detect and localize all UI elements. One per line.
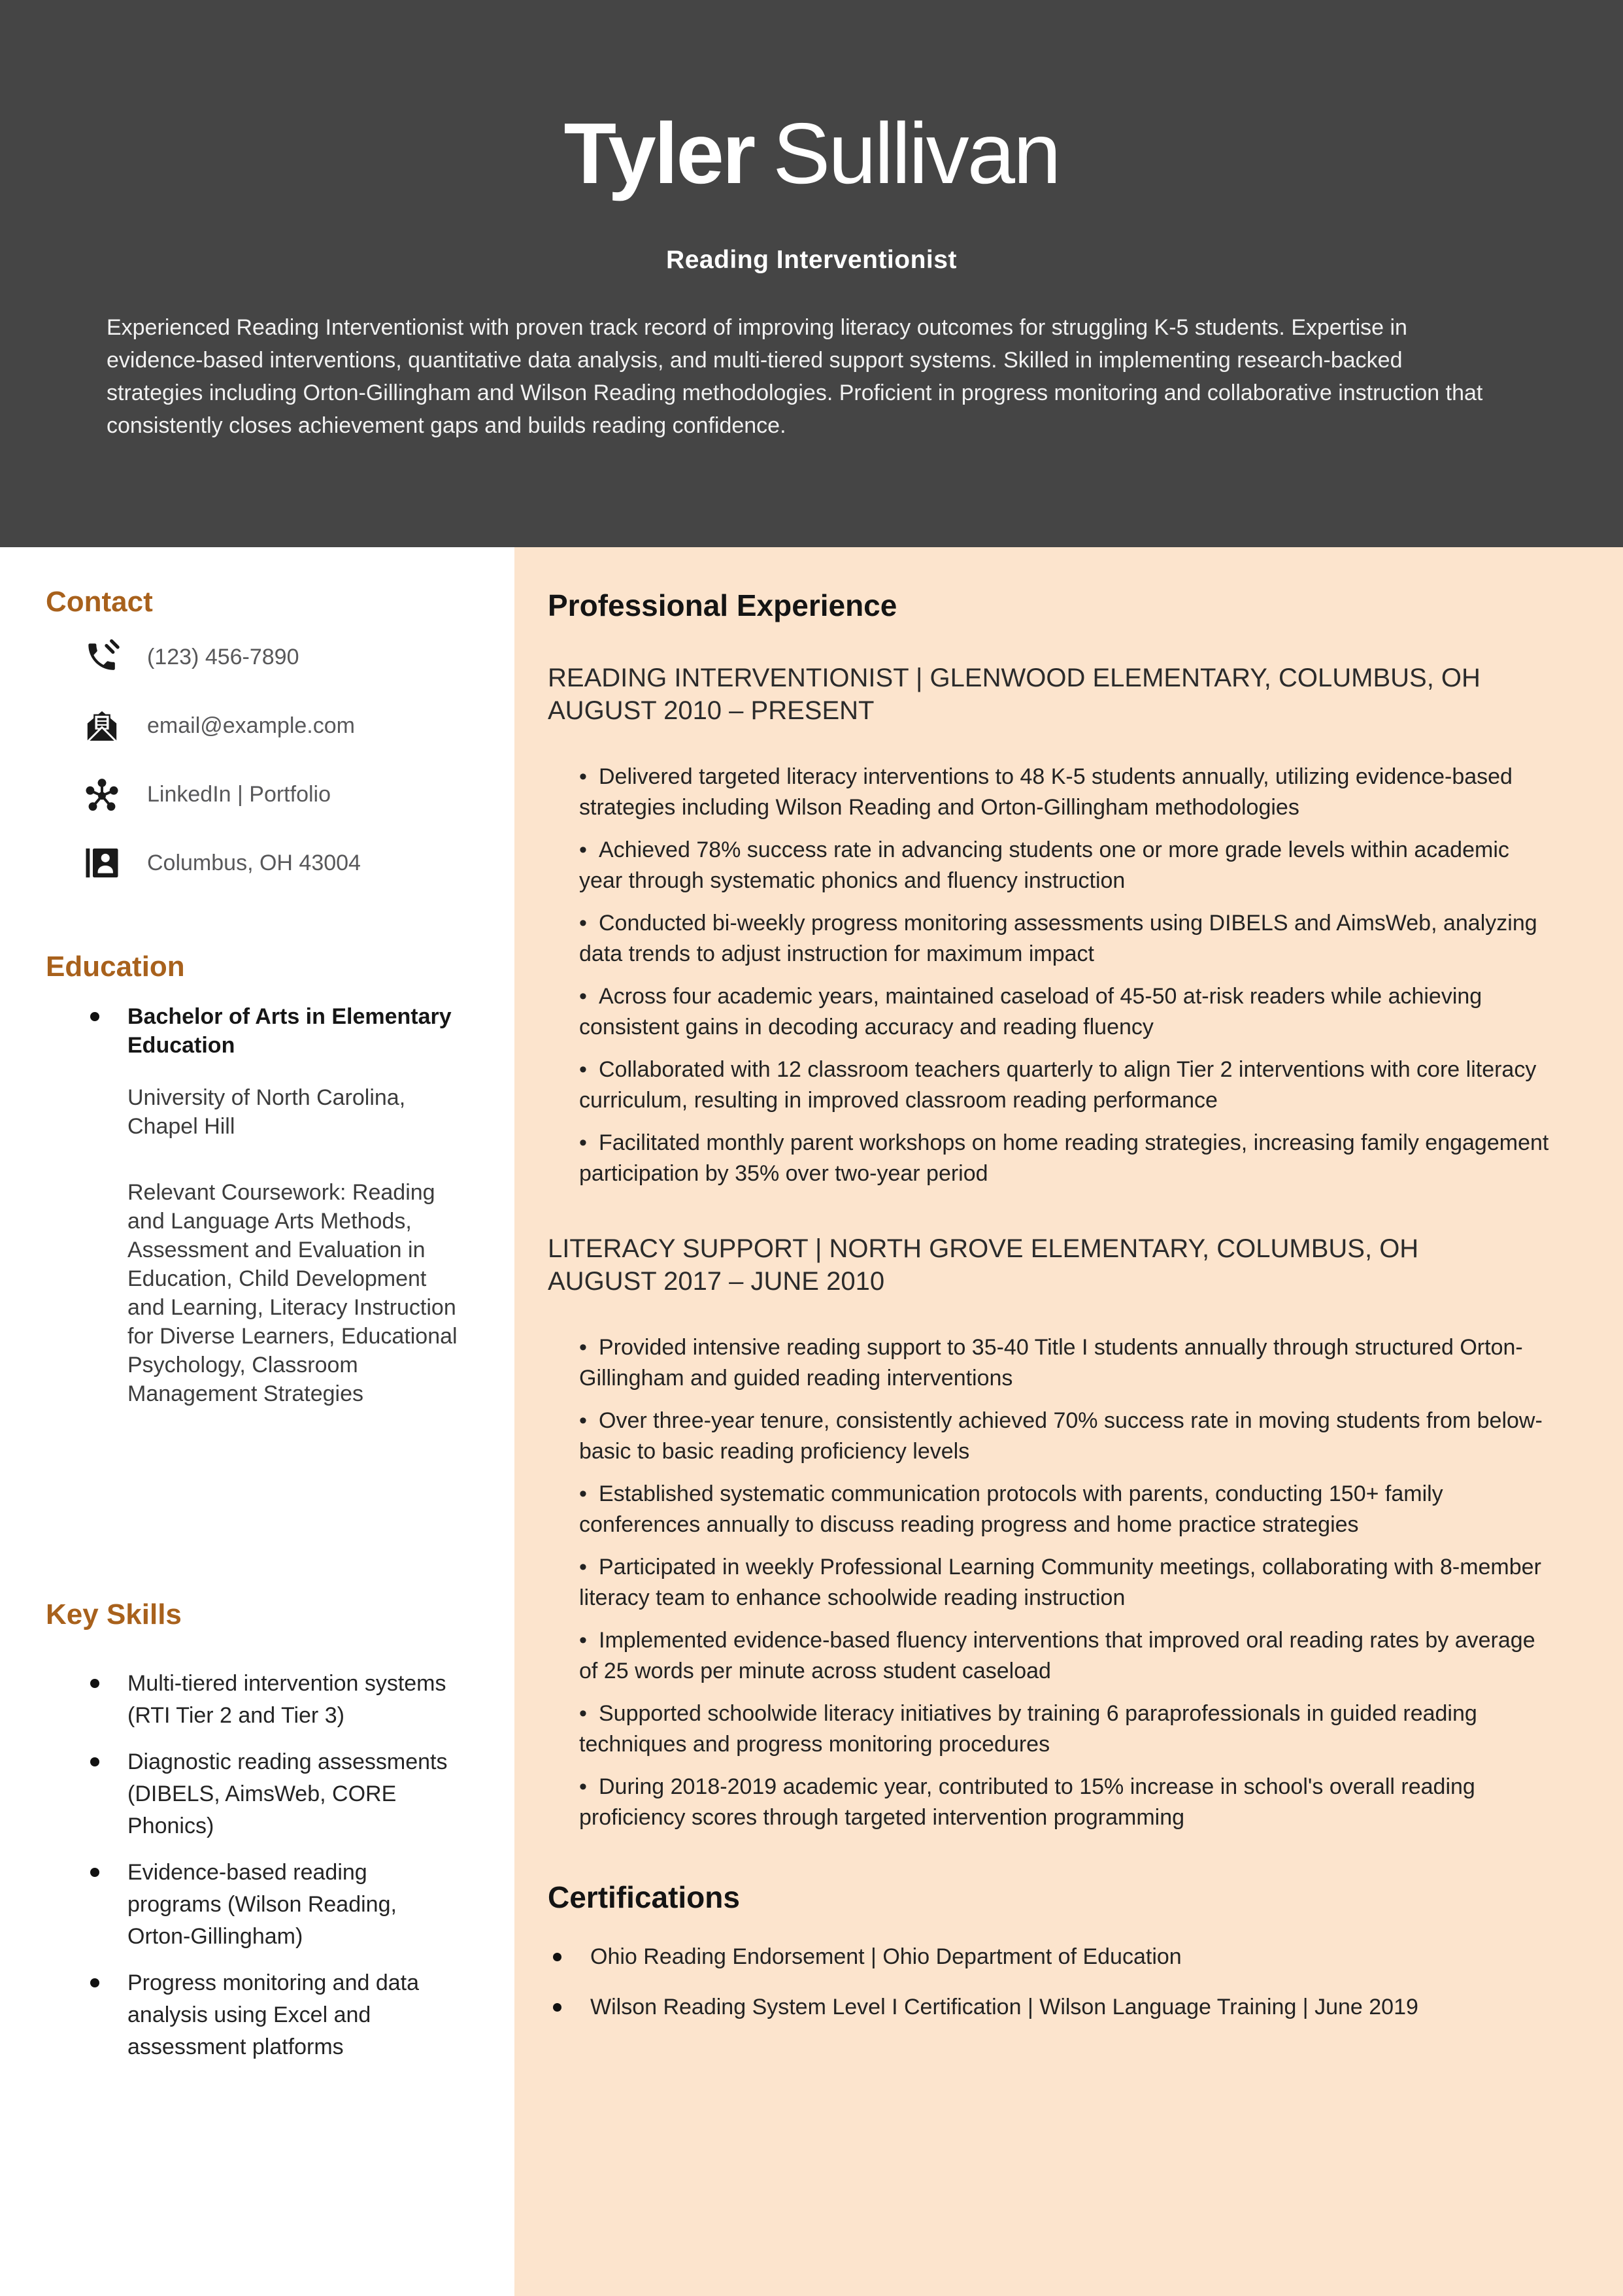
sidebar [0, 547, 514, 2296]
job-bullet: • Achieved 78% success rate in advancing students one or more grade levels within academic year through systematic phonics and fluency instruction [548, 835, 1558, 896]
key-skills-list [46, 1668, 482, 2063]
job-1-dates: AUGUST 2010 – PRESENT [548, 696, 875, 725]
email-icon [84, 707, 120, 744]
skill-item: Multi-tiered intervention systems (RTI Tier 2 and Tier 3) [46, 1668, 464, 1732]
contact-row-phone [46, 639, 482, 675]
job-2-dates: AUGUST 2017 – JUNE 2010 [548, 1267, 885, 1296]
location-value: Columbus, OH 43004 [147, 850, 361, 875]
job-bullet: • Provided intensive reading support to 35-40 Title I students annually through structured Orton-Gillingham and guided reading interventions [548, 1332, 1558, 1394]
job-bullet: • Implemented evidence-based fluency interventions that improved oral reading rates by average of 25 words per minute across student caseload [548, 1625, 1558, 1687]
phone-icon [84, 639, 120, 675]
education-school: University of North Carolina, Chapel Hill [127, 1085, 406, 1139]
certification-item: Ohio Reading Endorsement | Ohio Department of Education [548, 1942, 1558, 1972]
education-coursework: Relevant Coursework: Reading and Language Arts Methods, Assessment and Evaluation in Education, Child Development and Learning, Literacy Instruction for Diverse Learners, Educational Psychology, Classroom Management Strategies [127, 1180, 458, 1406]
job-1-header [548, 662, 1571, 727]
person-name [0, 0, 1623, 209]
main-column [514, 547, 1623, 2296]
contact-list [46, 639, 482, 881]
job-2-bullets [548, 1332, 1558, 1833]
education-degree: Bachelor of Arts in Elementary Education [46, 1002, 467, 1060]
job-2-header [548, 1232, 1571, 1298]
job-1-bullets [548, 762, 1558, 1189]
email-value[interactable]: email@example.com [147, 713, 355, 738]
key-skills-heading: Key Skills [46, 1598, 182, 1630]
contact-row-email [46, 707, 482, 744]
last-name: Sullivan [773, 105, 1060, 201]
job-bullet: • Collaborated with 12 classroom teachers quarterly to align Tier 2 interventions with core literacy curriculum, resulting in improved classroom reading performance [548, 1055, 1558, 1116]
skill-item: Evidence-based reading programs (Wilson Reading, Orton-Gillingham) [46, 1857, 464, 1953]
contact-row-location [46, 845, 482, 881]
job-bullet: • During 2018-2019 academic year, contributed to 15% increase in school's overall reading proficiency scores through targeted intervention programming [548, 1772, 1558, 1833]
job-2-title: LITERACY SUPPORT | NORTH GROVE ELEMENTARY, COLUMBUS, OH [548, 1234, 1419, 1263]
job-bullet: • Delivered targeted literacy interventions to 48 K-5 students annually, utilizing evidence-based strategies including Wilson Reading and Orton-Gillingham methodologies [548, 762, 1558, 823]
contact-card-icon [84, 845, 120, 881]
job-bullet: • Across four academic years, maintained caseload of 45-50 at-risk readers while achieving consistent gains in decoding accuracy and reading fluency [548, 981, 1558, 1043]
professional-summary: Experienced Reading Interventionist with proven track record of improving literacy outcomes for struggling K-5 students. Expertise in evidence-based interventions, quantitative data analysis, and multi-tiered support systems. Skilled in implementing research-backed strategies including Orton-Gillingham and Wilson Reading methodologies. Proficient in progress monitoring and collaborative instruction that consistently closes achievement gaps and builds reading confidence. [107, 315, 1483, 438]
job-bullet: • Over three-year tenure, consistently achieved 70% success rate in moving students from below-basic to basic reading proficiency levels [548, 1406, 1558, 1467]
certification-item: Wilson Reading System Level I Certification | Wilson Language Training | June 2019 [548, 1992, 1558, 2023]
share-icon [84, 776, 120, 813]
certifications-heading: Certifications [548, 1880, 740, 1914]
education-heading: Education [46, 951, 185, 983]
phone-value[interactable]: (123) 456-7890 [147, 644, 299, 669]
job-bullet: • Facilitated monthly parent workshops on home reading strategies, increasing family engagement participation by 35% over two-year period [548, 1128, 1558, 1189]
first-name: Tyler [563, 105, 754, 201]
job-bullet: • Supported schoolwide literacy initiatives by training 6 paraprofessionals in guided reading techniques and progress monitoring procedures [548, 1698, 1558, 1760]
job-bullet: • Participated in weekly Professional Learning Community meetings, collaborating with 8-member literacy team to enhance schoolwide reading instruction [548, 1552, 1558, 1613]
links-value[interactable]: LinkedIn | Portfolio [147, 781, 331, 807]
header-band [0, 0, 1623, 547]
job-bullet: • Conducted bi-weekly progress monitoring assessments using DIBELS and AimsWeb, analyzing data trends to adjust instruction for maximum impact [548, 908, 1558, 970]
contact-row-links [46, 776, 482, 813]
job-1-title: READING INTERVENTIONIST | GLENWOOD ELEMENTARY, COLUMBUS, OH [548, 664, 1481, 692]
certifications-list [548, 1942, 1571, 2023]
job-title: Reading Interventionist [666, 246, 957, 274]
job-bullet: • Established systematic communication protocols with parents, conducting 150+ family conferences annually to discuss reading progress and home practice strategies [548, 1479, 1558, 1540]
experience-heading: Professional Experience [548, 588, 897, 622]
skill-item: Progress monitoring and data analysis using Excel and assessment platforms [46, 1967, 464, 2063]
skill-item: Diagnostic reading assessments (DIBELS, AimsWeb, CORE Phonics) [46, 1746, 464, 1842]
contact-heading: Contact [46, 586, 153, 618]
